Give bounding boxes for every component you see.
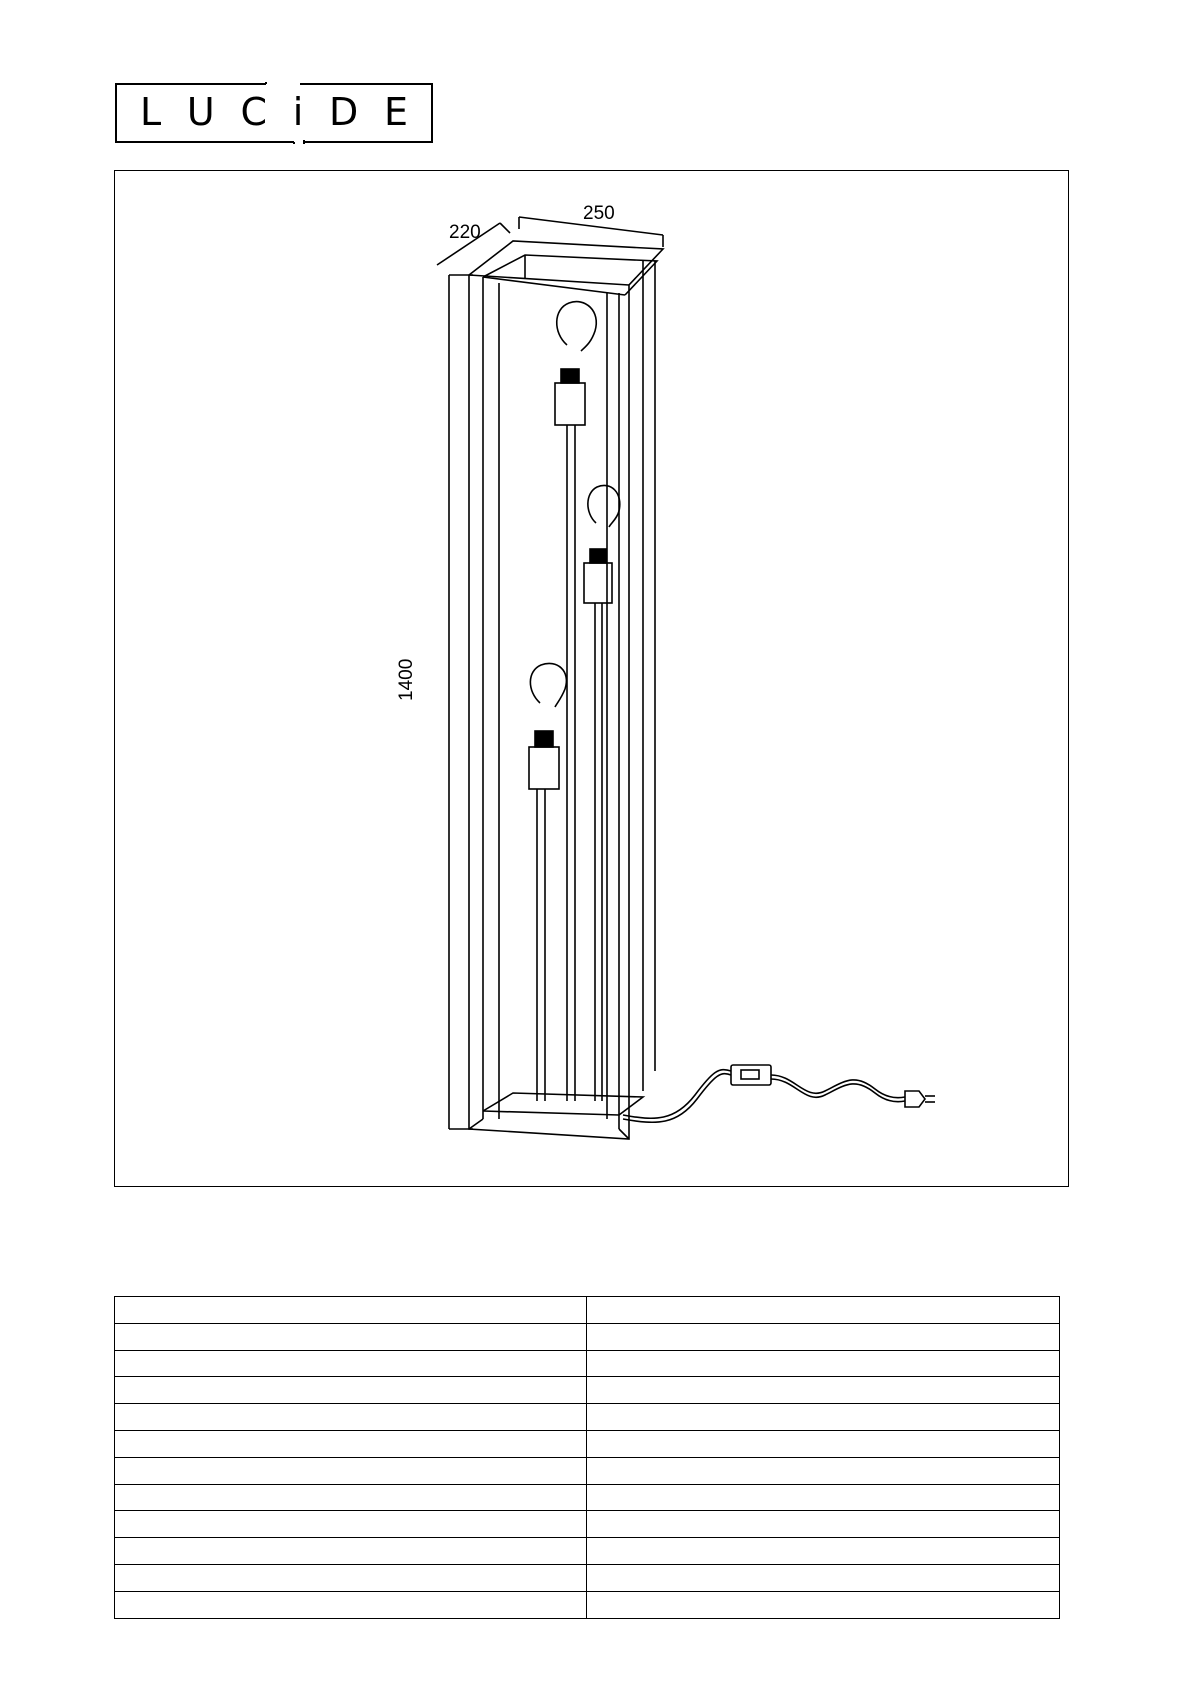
table-row xyxy=(115,1484,1060,1511)
floor-lamp-drawing xyxy=(115,171,1070,1188)
table-row xyxy=(115,1377,1060,1404)
table-cell xyxy=(587,1538,1060,1565)
table-cell xyxy=(587,1484,1060,1511)
table-row xyxy=(115,1297,1060,1324)
table-cell xyxy=(115,1484,587,1511)
height-dimension-label: 1400 xyxy=(396,658,417,701)
bulb-icon xyxy=(530,663,566,707)
table-row xyxy=(115,1457,1060,1484)
table-cell xyxy=(115,1404,587,1431)
brand-logo xyxy=(114,82,434,144)
power-cord xyxy=(623,1070,731,1119)
table-cell xyxy=(115,1297,587,1324)
table-cell xyxy=(115,1430,587,1457)
logo-letter: i xyxy=(292,90,304,134)
table-cell xyxy=(115,1323,587,1350)
table-cell xyxy=(115,1457,587,1484)
plug-icon xyxy=(905,1091,925,1107)
table-cell xyxy=(115,1591,587,1618)
table-cell xyxy=(587,1297,1060,1324)
table-cell xyxy=(115,1564,587,1591)
logo-letter: D xyxy=(328,90,359,134)
table-cell xyxy=(587,1457,1060,1484)
table-cell xyxy=(587,1323,1060,1350)
specification-table xyxy=(114,1296,1060,1619)
bulb-icon xyxy=(557,302,597,351)
table-row xyxy=(115,1404,1060,1431)
bulb-icon xyxy=(588,485,620,527)
table-cell xyxy=(587,1430,1060,1457)
table-cell xyxy=(587,1377,1060,1404)
logo-letter: U xyxy=(186,90,215,134)
table-cell xyxy=(115,1538,587,1565)
table-row xyxy=(115,1430,1060,1457)
depth-dimension-label: 220 xyxy=(449,222,481,243)
technical-drawing-frame xyxy=(114,170,1069,1187)
logo-letter: C xyxy=(240,90,267,134)
logo-letters xyxy=(114,92,434,132)
table-cell xyxy=(587,1404,1060,1431)
table-cell xyxy=(115,1511,587,1538)
table-row xyxy=(115,1350,1060,1377)
table-row xyxy=(115,1323,1060,1350)
cord-switch xyxy=(731,1065,771,1085)
table-row xyxy=(115,1511,1060,1538)
logo-letter: E xyxy=(383,90,408,134)
table-row xyxy=(115,1538,1060,1565)
width-dimension-label: 250 xyxy=(583,203,615,224)
table-cell xyxy=(115,1350,587,1377)
table-row xyxy=(115,1591,1060,1618)
table-row xyxy=(115,1564,1060,1591)
table-cell xyxy=(587,1564,1060,1591)
table-cell xyxy=(587,1591,1060,1618)
logo-letter: L xyxy=(140,90,162,134)
table-cell xyxy=(587,1511,1060,1538)
table-cell xyxy=(587,1350,1060,1377)
table-cell xyxy=(115,1377,587,1404)
